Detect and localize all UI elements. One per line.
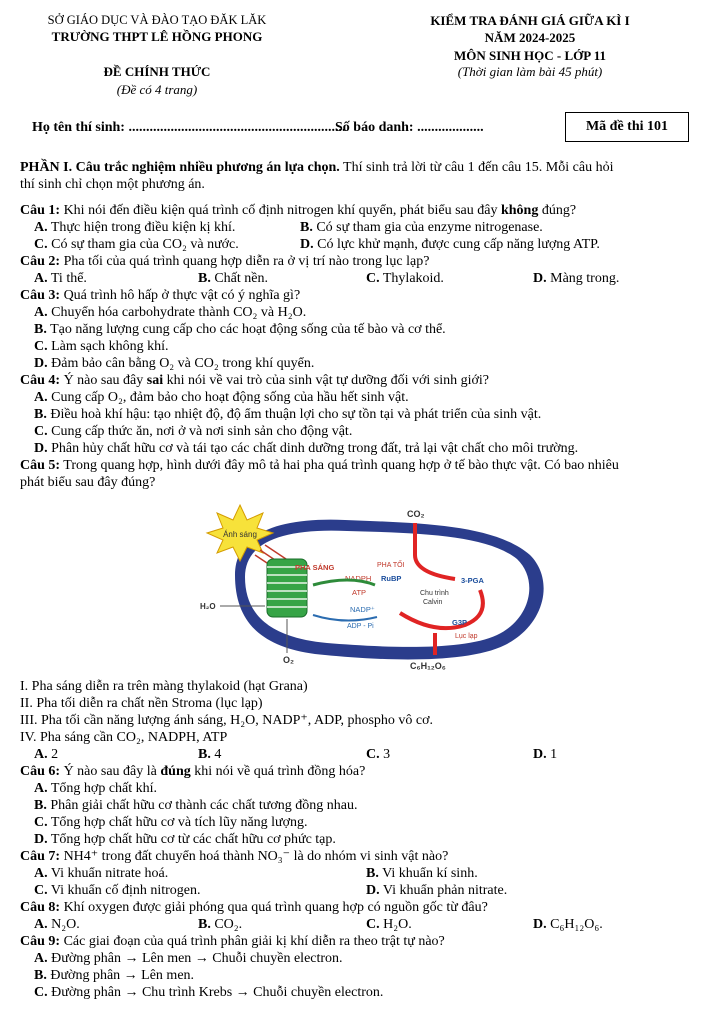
q3-option-d[interactable]: D. Đảm bảo cân bằng O₂ và CO₂ trong khí quyển. bbox=[34, 356, 315, 371]
question-5-cont: phát biểu sau đây đúng? bbox=[20, 475, 156, 490]
co2-label: CO₂ bbox=[407, 509, 425, 519]
q7-option-c[interactable]: C. Vi khuẩn cố định nitrogen. bbox=[34, 883, 201, 898]
dark-phase-label: PHA TỐI bbox=[377, 562, 405, 569]
q1-option-c[interactable]: C. Có sự tham gia của CO₂ và nước. bbox=[34, 237, 239, 252]
o2-label: O₂ bbox=[283, 655, 294, 665]
exam-code-box: Mã đề thi 101 bbox=[565, 112, 689, 142]
atp-label: ATP bbox=[352, 588, 367, 597]
q3-option-b[interactable]: B. Tạo năng lượng cung cấp cho các hoạt động sống của tế bào và cơ thể. bbox=[34, 322, 446, 337]
nadp-label: NADP⁺ bbox=[350, 605, 375, 614]
q1-option-a[interactable]: A. Thực hiện trong điều kiện kị khí. bbox=[34, 220, 236, 235]
dept-name: SỞ GIÁO DỤC VÀ ĐÀO TẠO ĐĂK LĂK bbox=[47, 13, 267, 27]
q8-option-b[interactable]: B. CO₂. bbox=[198, 917, 243, 932]
g3p-label: G3P bbox=[452, 618, 468, 627]
question-6: Câu 6: Ý nào sau đây là đúng khi nói về quá trình đồng hóa? bbox=[20, 764, 366, 779]
q8-option-d[interactable]: D. C₆H₁₂O₆. bbox=[533, 917, 603, 932]
question-5: Câu 5: Trong quang hợp, hình dưới đây mô tả hai pha quá trình quang hợp ở tế bào thực vật. Có bao nhiêu bbox=[20, 458, 619, 473]
rubp-label: RuBP bbox=[381, 574, 402, 583]
q6-option-c[interactable]: C. Tổng hợp chất hữu cơ và tích lũy năng lượng. bbox=[34, 815, 308, 830]
part1-heading: PHẦN I. Câu trắc nghiệm nhiều phương án lựa chọn. Thí sinh trả lời từ câu 1 đến câu 15. Mỗi câu hỏi bbox=[20, 160, 614, 175]
q3-option-c[interactable]: C. Làm sạch không khí. bbox=[34, 339, 169, 354]
q4-option-c[interactable]: C. Cung cấp thức ăn, nơi ở và nơi sinh sản cho động vật. bbox=[34, 424, 353, 439]
q5-statement-3: III. Pha tối cần năng lượng ánh sáng, H₂O, NADP⁺, ADP, phospho vô cơ. bbox=[20, 713, 434, 728]
q5-statement-1: I. Pha sáng diễn ra trên màng thylakoid (hạt Grana) bbox=[20, 679, 308, 694]
q7-option-d[interactable]: D. Vi khuẩn phản nitrate. bbox=[366, 883, 508, 898]
h2o-label: H₂O bbox=[200, 602, 216, 611]
glucose-label: C₆H₁₂O₆ bbox=[410, 661, 446, 671]
q9-option-c[interactable]: C. Đường phân → Chu trình Krebs → Chuỗi chuyền electron. bbox=[34, 985, 384, 1000]
question-4: Câu 4: Ý nào sau đây sai khi nói về vai trò của sinh vật tự dưỡng đối với sinh giới? bbox=[20, 373, 490, 388]
q2-option-a[interactable]: A. Ti thể. bbox=[34, 271, 87, 286]
q4-option-b[interactable]: B. Điều hoà khí hậu: tạo nhiệt độ, độ ẩm thuận lợi cho sự tồn tại và phát triển của sinh vật. bbox=[34, 407, 542, 422]
photosynthesis-diagram bbox=[195, 495, 555, 677]
q5-option-a[interactable]: A. 2 bbox=[34, 747, 59, 762]
light-phase-label: PHA SÁNG bbox=[295, 563, 335, 572]
official-label: ĐỀ CHÍNH THỨC bbox=[103, 64, 211, 79]
q4-option-a[interactable]: A. Cung cấp O₂, đảm bảo cho hoạt động sống của hầu hết sinh vật. bbox=[34, 390, 409, 405]
calvin-label-2: Calvin bbox=[423, 599, 443, 606]
q2-option-b[interactable]: B. Chất nền. bbox=[198, 271, 268, 286]
q5-option-c[interactable]: C. 3 bbox=[366, 747, 391, 762]
q6-option-b[interactable]: B. Phân giải chất hữu cơ thành các chất tương đồng nhau. bbox=[34, 798, 358, 813]
sun-label: Ánh sáng bbox=[223, 530, 257, 539]
question-8: Câu 8: Khí oxygen được giải phóng qua quá trình quang hợp có nguồn gốc từ đâu? bbox=[20, 900, 488, 915]
q5-statement-2: II. Pha tối diễn ra chất nền Stroma (lục lạp) bbox=[20, 696, 263, 711]
q5-option-b[interactable]: B. 4 bbox=[198, 747, 222, 762]
q7-option-b[interactable]: B. Vi khuẩn kí sinh. bbox=[366, 866, 478, 881]
q8-option-c[interactable]: C. H₂O. bbox=[366, 917, 412, 932]
q3-option-a[interactable]: A. Chuyển hóa carbohydrate thành CO₂ và H₂O. bbox=[34, 305, 307, 320]
q9-option-b[interactable]: B. Đường phân → Lên men. bbox=[34, 968, 195, 983]
q5-option-d[interactable]: D. 1 bbox=[533, 747, 558, 762]
q6-option-d[interactable]: D. Tổng hợp chất hữu cơ từ các chất hữu cơ phức tạp. bbox=[34, 832, 336, 847]
q5-statement-4: IV. Pha sáng cần CO₂, NADPH, ATP bbox=[20, 730, 228, 745]
q7-option-a[interactable]: A. Vi khuẩn nitrate hoá. bbox=[34, 866, 169, 881]
question-1: Câu 1: Khi nói đến điều kiện quá trình cố định nitrogen khí quyển, phát biểu sau đây không đúng? bbox=[20, 203, 577, 218]
student-name-field: Họ tên thí sinh: .............................................................. bbox=[32, 120, 346, 135]
q1-option-b[interactable]: B. Có sự tham gia của enzyme nitrogenase. bbox=[300, 220, 543, 235]
nadph-label: NADPH bbox=[345, 574, 372, 583]
calvin-label-1: Chu trình bbox=[420, 590, 449, 597]
adp-label: ADP - Pi bbox=[347, 623, 374, 630]
question-3: Câu 3: Quá trình hô hấp ở thực vật có ý nghĩa gì? bbox=[20, 288, 301, 303]
part1-desc: thí sinh chỉ chọn một phương án. bbox=[20, 177, 205, 192]
school-name: TRƯỜNG THPT LÊ HỒNG PHONG bbox=[51, 29, 263, 44]
student-id-field: Số báo danh: ................... bbox=[335, 120, 484, 135]
q2-option-c[interactable]: C. Thylakoid. bbox=[366, 271, 444, 286]
exam-year: NĂM 2024-2025 bbox=[484, 30, 576, 45]
q8-option-a[interactable]: A. N₂O. bbox=[34, 917, 80, 932]
q6-option-a[interactable]: A. Tổng hợp chất khí. bbox=[34, 781, 158, 796]
question-9: Câu 9: Các giai đoạn của quá trình phân giải kị khí diễn ra theo trật tự nào? bbox=[20, 934, 445, 949]
q2-option-d[interactable]: D. Màng trong. bbox=[533, 271, 620, 286]
time-limit: (Thời gian làm bài 45 phút) bbox=[457, 64, 603, 79]
question-2: Câu 2: Pha tối của quá trình quang hợp diễn ra ở vị trí nào trong lục lạp? bbox=[20, 254, 430, 269]
q9-option-a[interactable]: A. Đường phân → Lên men → Chuỗi chuyền electron. bbox=[34, 951, 343, 966]
page-count: (Đề có 4 trang) bbox=[116, 82, 198, 97]
q1-option-d[interactable]: D. Có lực khử mạnh, được cung cấp năng lượng ATP. bbox=[300, 237, 600, 252]
exam-subject: MÔN SINH HỌC - LỚP 11 bbox=[453, 48, 607, 63]
chloroplast-label: Lục lạp bbox=[455, 633, 478, 640]
question-7: Câu 7: NH4⁺ trong đất chuyển hoá thành NO₃⁻ là do nhóm vi sinh vật nào? bbox=[20, 849, 449, 864]
pga-label: 3-PGA bbox=[461, 576, 484, 585]
q4-option-d[interactable]: D. Phân hủy chất hữu cơ và tái tạo các chất dinh dưỡng trong đất, trả lại vật chất cho môi trường. bbox=[34, 441, 579, 456]
exam-title: KIỂM TRA ĐÁNH GIÁ GIỮA KÌ I bbox=[430, 13, 630, 28]
